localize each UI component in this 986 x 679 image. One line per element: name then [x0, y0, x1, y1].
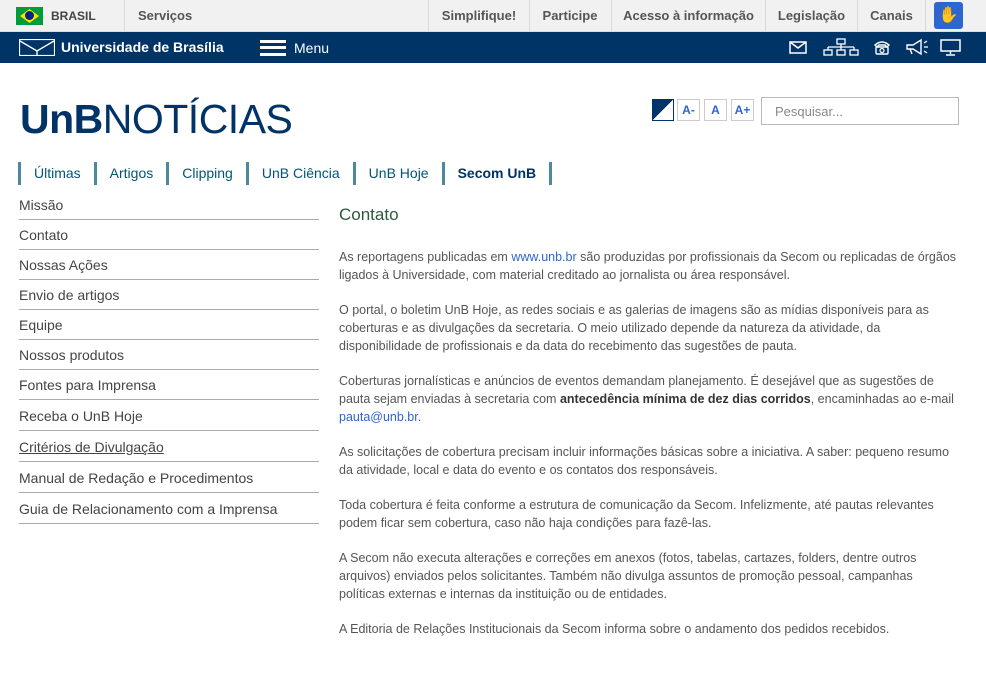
gov-bar	[0, 0, 986, 32]
sidebar-item-criterios-divulgacao[interactable]: Critérios de Divulgação	[19, 431, 319, 462]
sidebar-item-nossas-acoes[interactable]: Nossas Ações	[19, 250, 319, 280]
search-input[interactable]	[761, 97, 959, 125]
envelope-icon[interactable]	[789, 37, 807, 58]
legislacao-link[interactable]: Legislação	[777, 8, 846, 23]
sidebar-item-equipe[interactable]: Equipe	[19, 310, 319, 340]
tab-secom-unb[interactable]: Secom UnB	[442, 162, 550, 185]
hamburger-icon	[260, 40, 286, 56]
paragraph-2: O portal, o boletim UnB Hoje, as redes sociais e as galerias de imagens são as mídias disponíveis para as coberturas e as divulgações da secretaria. O meio utilizado depende da natureza da atividade, da disponibilidade de profissionais e da data do recebimento das sugestões de pauta.	[339, 303, 929, 353]
monitor-icon[interactable]	[940, 37, 961, 58]
paragraph-1: As reportagens publicadas em www.unb.br são produzidas por profissionais da Secom ou replicadas de órgãos ligados à Universidade, com material creditado ao jornalista ou área responsável.	[339, 250, 957, 282]
sidebar-menu	[19, 190, 319, 524]
simplifique-link[interactable]: Simplifique!	[441, 8, 517, 23]
section-tabs	[18, 162, 552, 185]
menu-label: Menu	[294, 39, 330, 56]
tab-artigos[interactable]: Artigos	[94, 162, 167, 185]
pauta-email-link[interactable]: pauta@unb.br	[339, 410, 418, 424]
brasil-link[interactable]	[16, 7, 96, 25]
tab-ultimas[interactable]: Últimas	[18, 162, 94, 185]
unb-logo-icon[interactable]	[19, 39, 55, 56]
tab-clipping[interactable]: Clipping	[166, 162, 246, 185]
university-bar	[0, 32, 986, 63]
font-increase-button[interactable]: A+	[731, 99, 754, 121]
sidebar-item-guia-relacionamento[interactable]: Guia de Relacionamento com a Imprensa	[19, 493, 319, 524]
font-normal-button[interactable]: A	[704, 99, 727, 121]
sidebar-item-receba-unb-hoje[interactable]: Receba o UnB Hoje	[19, 400, 319, 431]
menu-button[interactable]	[260, 32, 329, 63]
site-title[interactable]: UnBNOTÍCIAS	[20, 96, 293, 142]
acesso-informacao-link[interactable]: Acesso à informação	[623, 8, 754, 23]
sidebar-item-manual-redacao[interactable]: Manual de Redação e Procedimentos	[19, 462, 319, 493]
canais-link[interactable]: Canais	[870, 8, 913, 23]
tab-unb-ciencia[interactable]: UnB Ciência	[246, 162, 353, 185]
main-content	[339, 205, 961, 655]
sidebar-item-missao[interactable]: Missão	[19, 190, 319, 220]
paragraph-4: As solicitações de cobertura precisam incluir informações básicas sobre a iniciativa. A saber: pequeno resumo da atividade, local e data do evento e os contatos dos responsáveis.	[339, 445, 950, 477]
sitemap-icon[interactable]	[823, 37, 859, 58]
sidebar-item-contato[interactable]: Contato	[19, 220, 319, 250]
font-decrease-button[interactable]: A-	[677, 99, 700, 121]
sidebar-item-envio-artigos[interactable]: Envio de artigos	[19, 280, 319, 310]
page-title: Contato	[339, 205, 399, 224]
phone-icon[interactable]	[873, 37, 891, 58]
unb-site-link[interactable]: www.unb.br	[511, 250, 577, 264]
university-name[interactable]: Universidade de Brasília	[61, 39, 224, 55]
brasil-label: BRASIL	[51, 9, 96, 23]
paragraph-5: Toda cobertura é feita conforme a estrutura de comunicação da Secom. Infelizmente, até pautas relevantes podem ficar sem cobertura, caso não haja condições para fazê-las.	[339, 498, 934, 530]
sidebar-item-nossos-produtos[interactable]: Nossos produtos	[19, 340, 319, 370]
brazil-flag-icon	[16, 7, 43, 25]
paragraph-6: A Secom não executa alterações e correções em anexos (fotos, tabelas, cartazes, folders, dentre outros arquivos) enviados pelos solicitantes. Também não divulga assuntos de promoção pessoal, campanhas políticas externas e internas da instituição ou de entidades.	[339, 551, 917, 601]
services-link[interactable]: Serviços	[138, 8, 193, 23]
paragraph-3: Coberturas jornalísticas e anúncios de eventos demandam planejamento. É desejável que as sugestões de pauta sejam enviadas à secretaria com antecedência mínima de dez dias corridos, encaminhadas ao e-mail pauta@unb.br.	[339, 374, 954, 424]
sidebar-item-fontes-imprensa[interactable]: Fontes para Imprensa	[19, 370, 319, 400]
tab-unb-hoje[interactable]: UnB Hoje	[353, 162, 442, 185]
libras-hand-icon[interactable]: ✋	[934, 2, 963, 29]
paragraph-7: A Editoria de Relações Institucionais da Secom informa sobre o andamento dos pedidos recebidos.	[339, 622, 890, 636]
megaphone-icon[interactable]	[905, 37, 929, 58]
participe-link[interactable]: Participe	[542, 8, 598, 23]
contrast-toggle-icon[interactable]	[652, 99, 674, 121]
